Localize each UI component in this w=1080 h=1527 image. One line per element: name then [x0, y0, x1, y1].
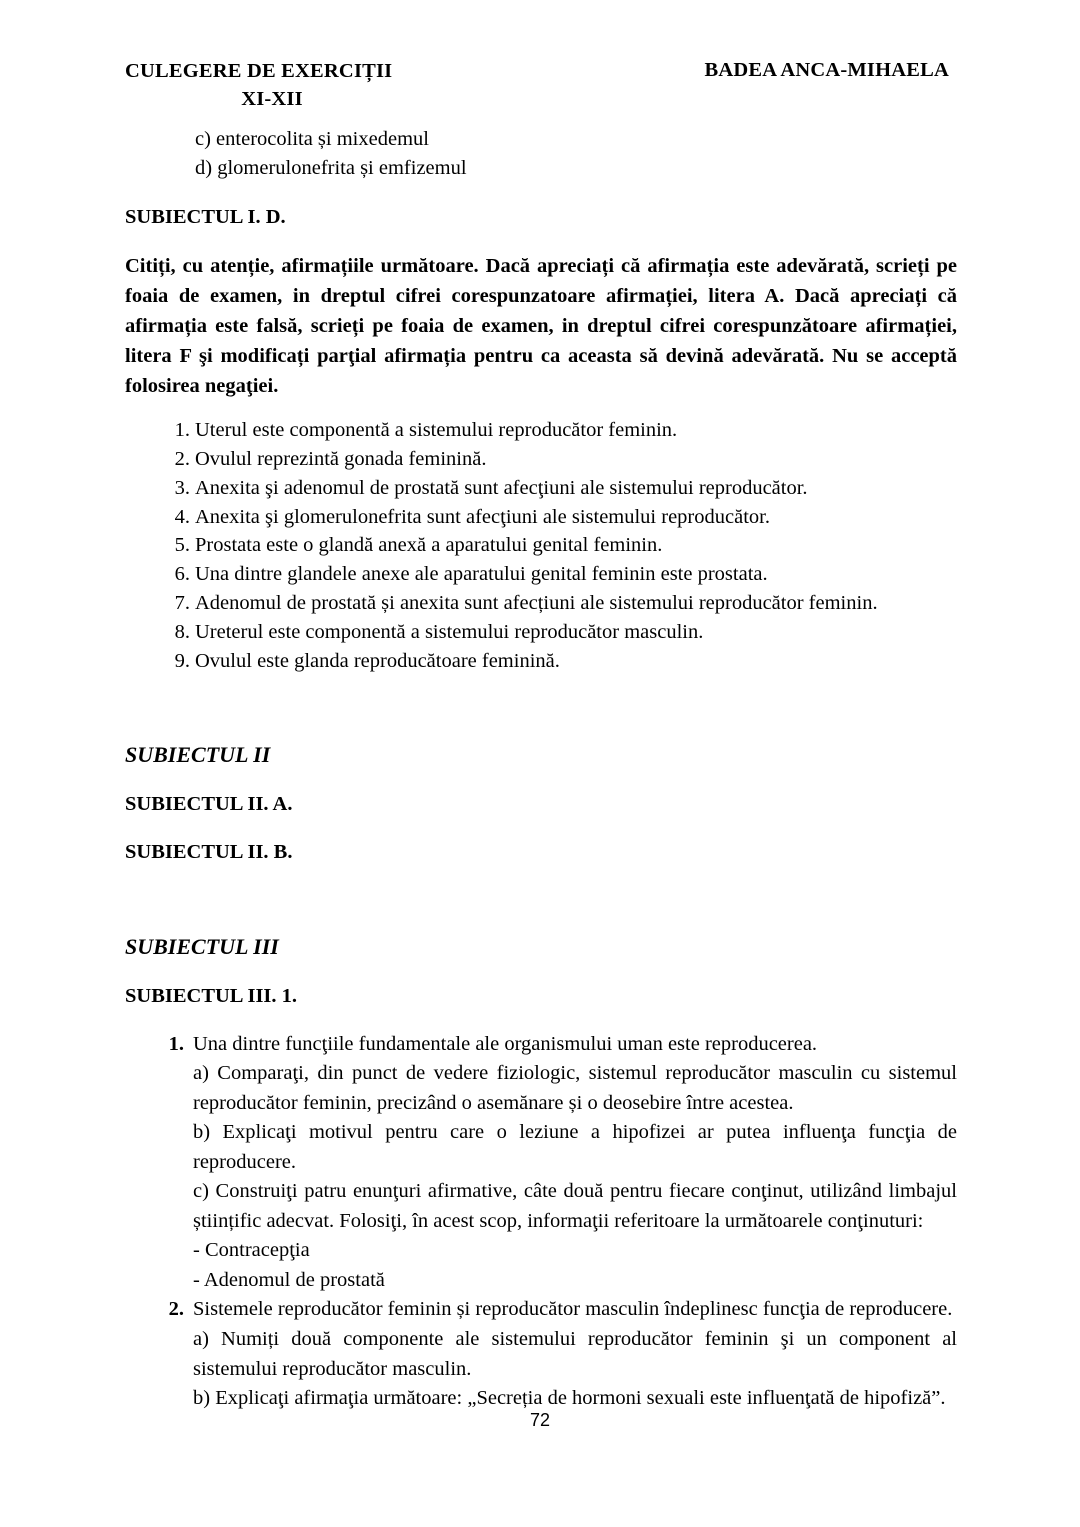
heading-subject-2: SUBIECTUL II [125, 741, 271, 767]
list-item-number: 4. [174, 505, 190, 528]
list-item-number: 2. [174, 447, 190, 470]
list-item-text: Ovulul este glanda reproducătoare feminină. [195, 649, 560, 672]
carryover-option-c: c) enterocolita și mixedemul [195, 128, 429, 150]
list-item-text: Uterul este componentă a sistemului reproducător feminin. [195, 418, 678, 441]
list-item-text: Prostata este o glandă anexă a aparatului genital feminin. [195, 534, 663, 557]
heading-subject-2a: SUBIECTUL II. A. [125, 792, 293, 815]
list-item [125, 531, 957, 560]
task-item-2 [125, 1295, 957, 1413]
list-item-text: Anexita şi glomerulonefrita sunt afecţiuni ale sistemului reproducător. [195, 505, 770, 528]
list-item [125, 560, 957, 589]
list-item-number: 9. [174, 649, 190, 672]
heading-subject-2b: SUBIECTUL II. B. [125, 840, 293, 863]
list-item-number: 8. [174, 621, 190, 644]
task-part-c: c) Construiţi patru enunţuri afirmative, câte două pentru fiecare conţinut, utilizând limbajul științific adecvat. Folosiţi, în acest scop, informaţii referitoare la următoarele conţinuturi: [193, 1180, 957, 1232]
task-number: 2. [168, 1298, 184, 1321]
list-item-number: 3. [174, 476, 190, 499]
list-item-text: Ovulul reprezintă gonada feminină. [195, 447, 487, 470]
running-head [125, 58, 955, 114]
task-part-a: a) Numiți două componente ale sistemului reproducător feminin şi un component al sistemului reproducător masculin. [193, 1328, 957, 1380]
heading-subject-3: SUBIECTUL III [125, 933, 279, 959]
list-item [125, 474, 957, 503]
task-part-b: b) Explicaţi afirmaţia următoare: „Secreția de hormoni sexuali este influenţată de hipofiză”. [193, 1387, 946, 1410]
task-bullet-contraceptia: - Contracepţia [193, 1239, 310, 1262]
list-item-number: 5. [174, 534, 190, 557]
list-item-number: 6. [174, 563, 190, 586]
list-item-text: Ureterul este componentă a sistemului reproducător masculin. [195, 621, 704, 644]
list-item [125, 647, 957, 676]
task-lead-text: Sistemele reproducător feminin și reproducător masculin îndeplinesc funcţia de reproducere. [193, 1298, 953, 1321]
statement-list [125, 416, 957, 676]
list-item-text: Anexita şi adenomul de prostată sunt afecţiuni ale sistemului reproducător. [195, 476, 808, 499]
task-part-a: a) Comparaţi, din punct de vedere fiziologic, sistemul reproducător masculin cu sistemul reproducător feminin, precizând o asemănare și o deosebire între acestea. [193, 1062, 957, 1114]
task-lead-text: Una dintre funcţiile fundamentale ale organismului uman este reproducerea. [193, 1032, 818, 1055]
heading-subject-3-1: SUBIECTUL III. 1. [125, 984, 298, 1007]
heading-subject-1d: SUBIECTUL I. D. [125, 206, 286, 229]
list-item [125, 589, 957, 618]
list-item [125, 416, 957, 445]
task-item-1 [125, 1030, 957, 1296]
grade-level: XI-XII [241, 87, 303, 110]
list-item-text: Adenomul de prostată și anexita sunt afecțiuni ale sistemului reproducător feminin. [195, 592, 878, 615]
instruction-paragraph: Citiți, cu atenție, afirmațiile următoare. Dacă apreciați că afirmația este adevărată, scrieți pe foaia de examen, in dreptul cifrei corespunzatoare afirmației, litera A. Dacă apreciați că afirmația este falsă, scrieți pe foaia de examen, in dreptul cifrei corespunzătoare afirmației, litera F şi modificați parţial afirmația pentru ca aceasta să devină adevărată. Nu se acceptă folosirea negaţiei. [125, 255, 957, 397]
task-part-b: b) Explicaţi motivul pentru care o leziune a hipofizei ar putea influenţa funcţia de reproducere. [193, 1121, 957, 1173]
running-head-left [125, 58, 425, 114]
book-title: CULEGERE DE EXERCIȚII [125, 60, 393, 82]
list-item [125, 618, 957, 647]
list-item-text: Una dintre glandele anexe ale aparatului genital feminin este prostata. [195, 563, 768, 586]
list-item-number: 1. [174, 418, 190, 441]
task-list [125, 1030, 957, 1414]
list-item [125, 445, 957, 474]
author-name: BADEA ANCA-MIHAELA [704, 59, 949, 81]
task-number: 1. [168, 1032, 184, 1055]
page-number: 72 [529, 1410, 551, 1430]
task-bullet-adenomul: - Adenomul de prostată [193, 1268, 385, 1291]
list-item [125, 503, 957, 532]
page-body [125, 125, 957, 1414]
list-item-number: 7. [174, 592, 190, 615]
carryover-option-d: d) glomerulonefrita și emfizemul [195, 157, 467, 180]
